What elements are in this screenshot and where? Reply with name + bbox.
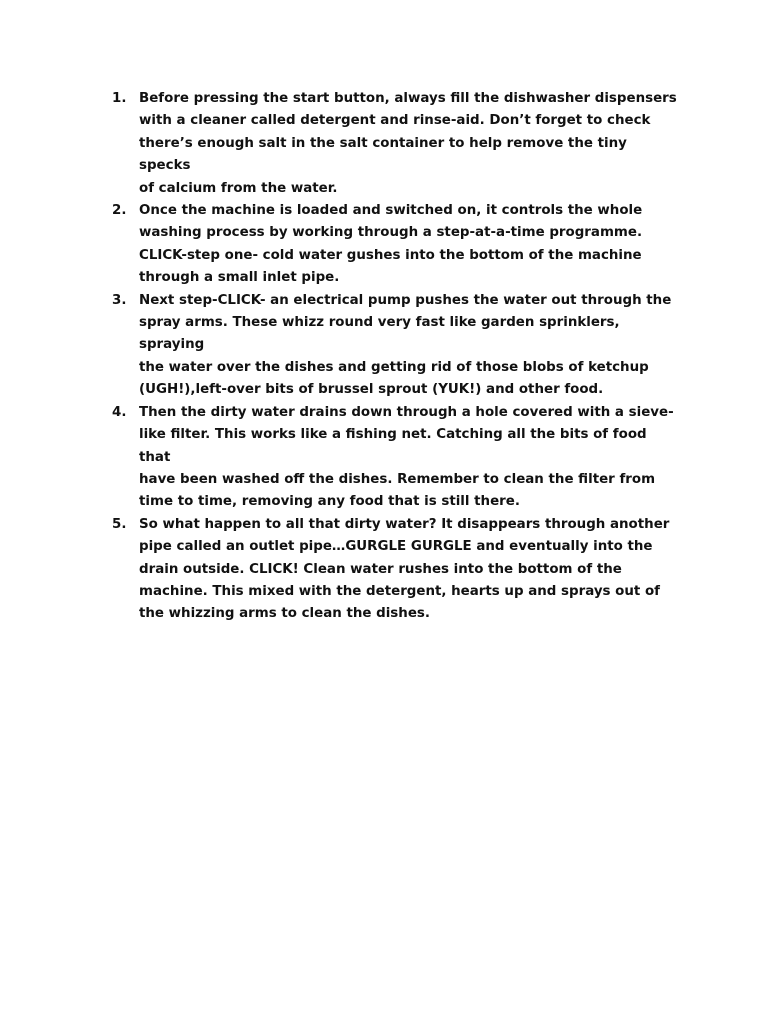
- list-item: [112, 200, 677, 290]
- step-number: 1.: [112, 91, 127, 106]
- list-item: [112, 514, 677, 626]
- step-number: 2.: [112, 203, 127, 219]
- list-item: [112, 402, 677, 514]
- step-text: Once the machine is loaded and switched on, it controls the whole washing process by working through a step-at-a-time programme. CLICK-step one- cold water gushes into the bottom of the machine through a small inlet pipe.: [139, 203, 643, 286]
- step-number: 4.: [112, 404, 127, 420]
- step-text: Before pressing the start button, always fill the dishwasher dispensers with a cleaner called detergent and rinse-aid. Don’t forget to check there’s enough salt in the salt container to help remove the tiny specks of calcium from the water.: [139, 91, 677, 196]
- step-text: Next step-CLICK- an electrical pump pushes the water out through the spray arms. These whizz round very fast like garden sprinklers, spraying the water over the dishes and getting rid of those blobs of ketchup (UGH!),left-over bits of brussel sprout (YUK!) and other food.: [139, 292, 672, 398]
- step-number: 3.: [112, 292, 127, 308]
- list-item: [112, 290, 677, 402]
- step-number: 5.: [112, 516, 127, 532]
- numbered-step-list: [112, 88, 677, 626]
- step-text: So what happen to all that dirty water? It disappears through another pipe called an outlet pipe…GURGLE GURGLE and eventually into the drain outside. CLICK! Clean water rushes into the bottom of the machine. This mixed with the detergent, hearts up and sprays out of the whizzing arms to clean the dishes.: [139, 516, 670, 622]
- step-text: Then the dirty water drains down through a hole covered with a sieve- like filter. This works like a fishing net. Catching all the bits of food that have been washed off the dishes. Remember to clean the filter from time to time, removing any food that is still there.: [139, 404, 674, 510]
- list-item: [112, 88, 677, 200]
